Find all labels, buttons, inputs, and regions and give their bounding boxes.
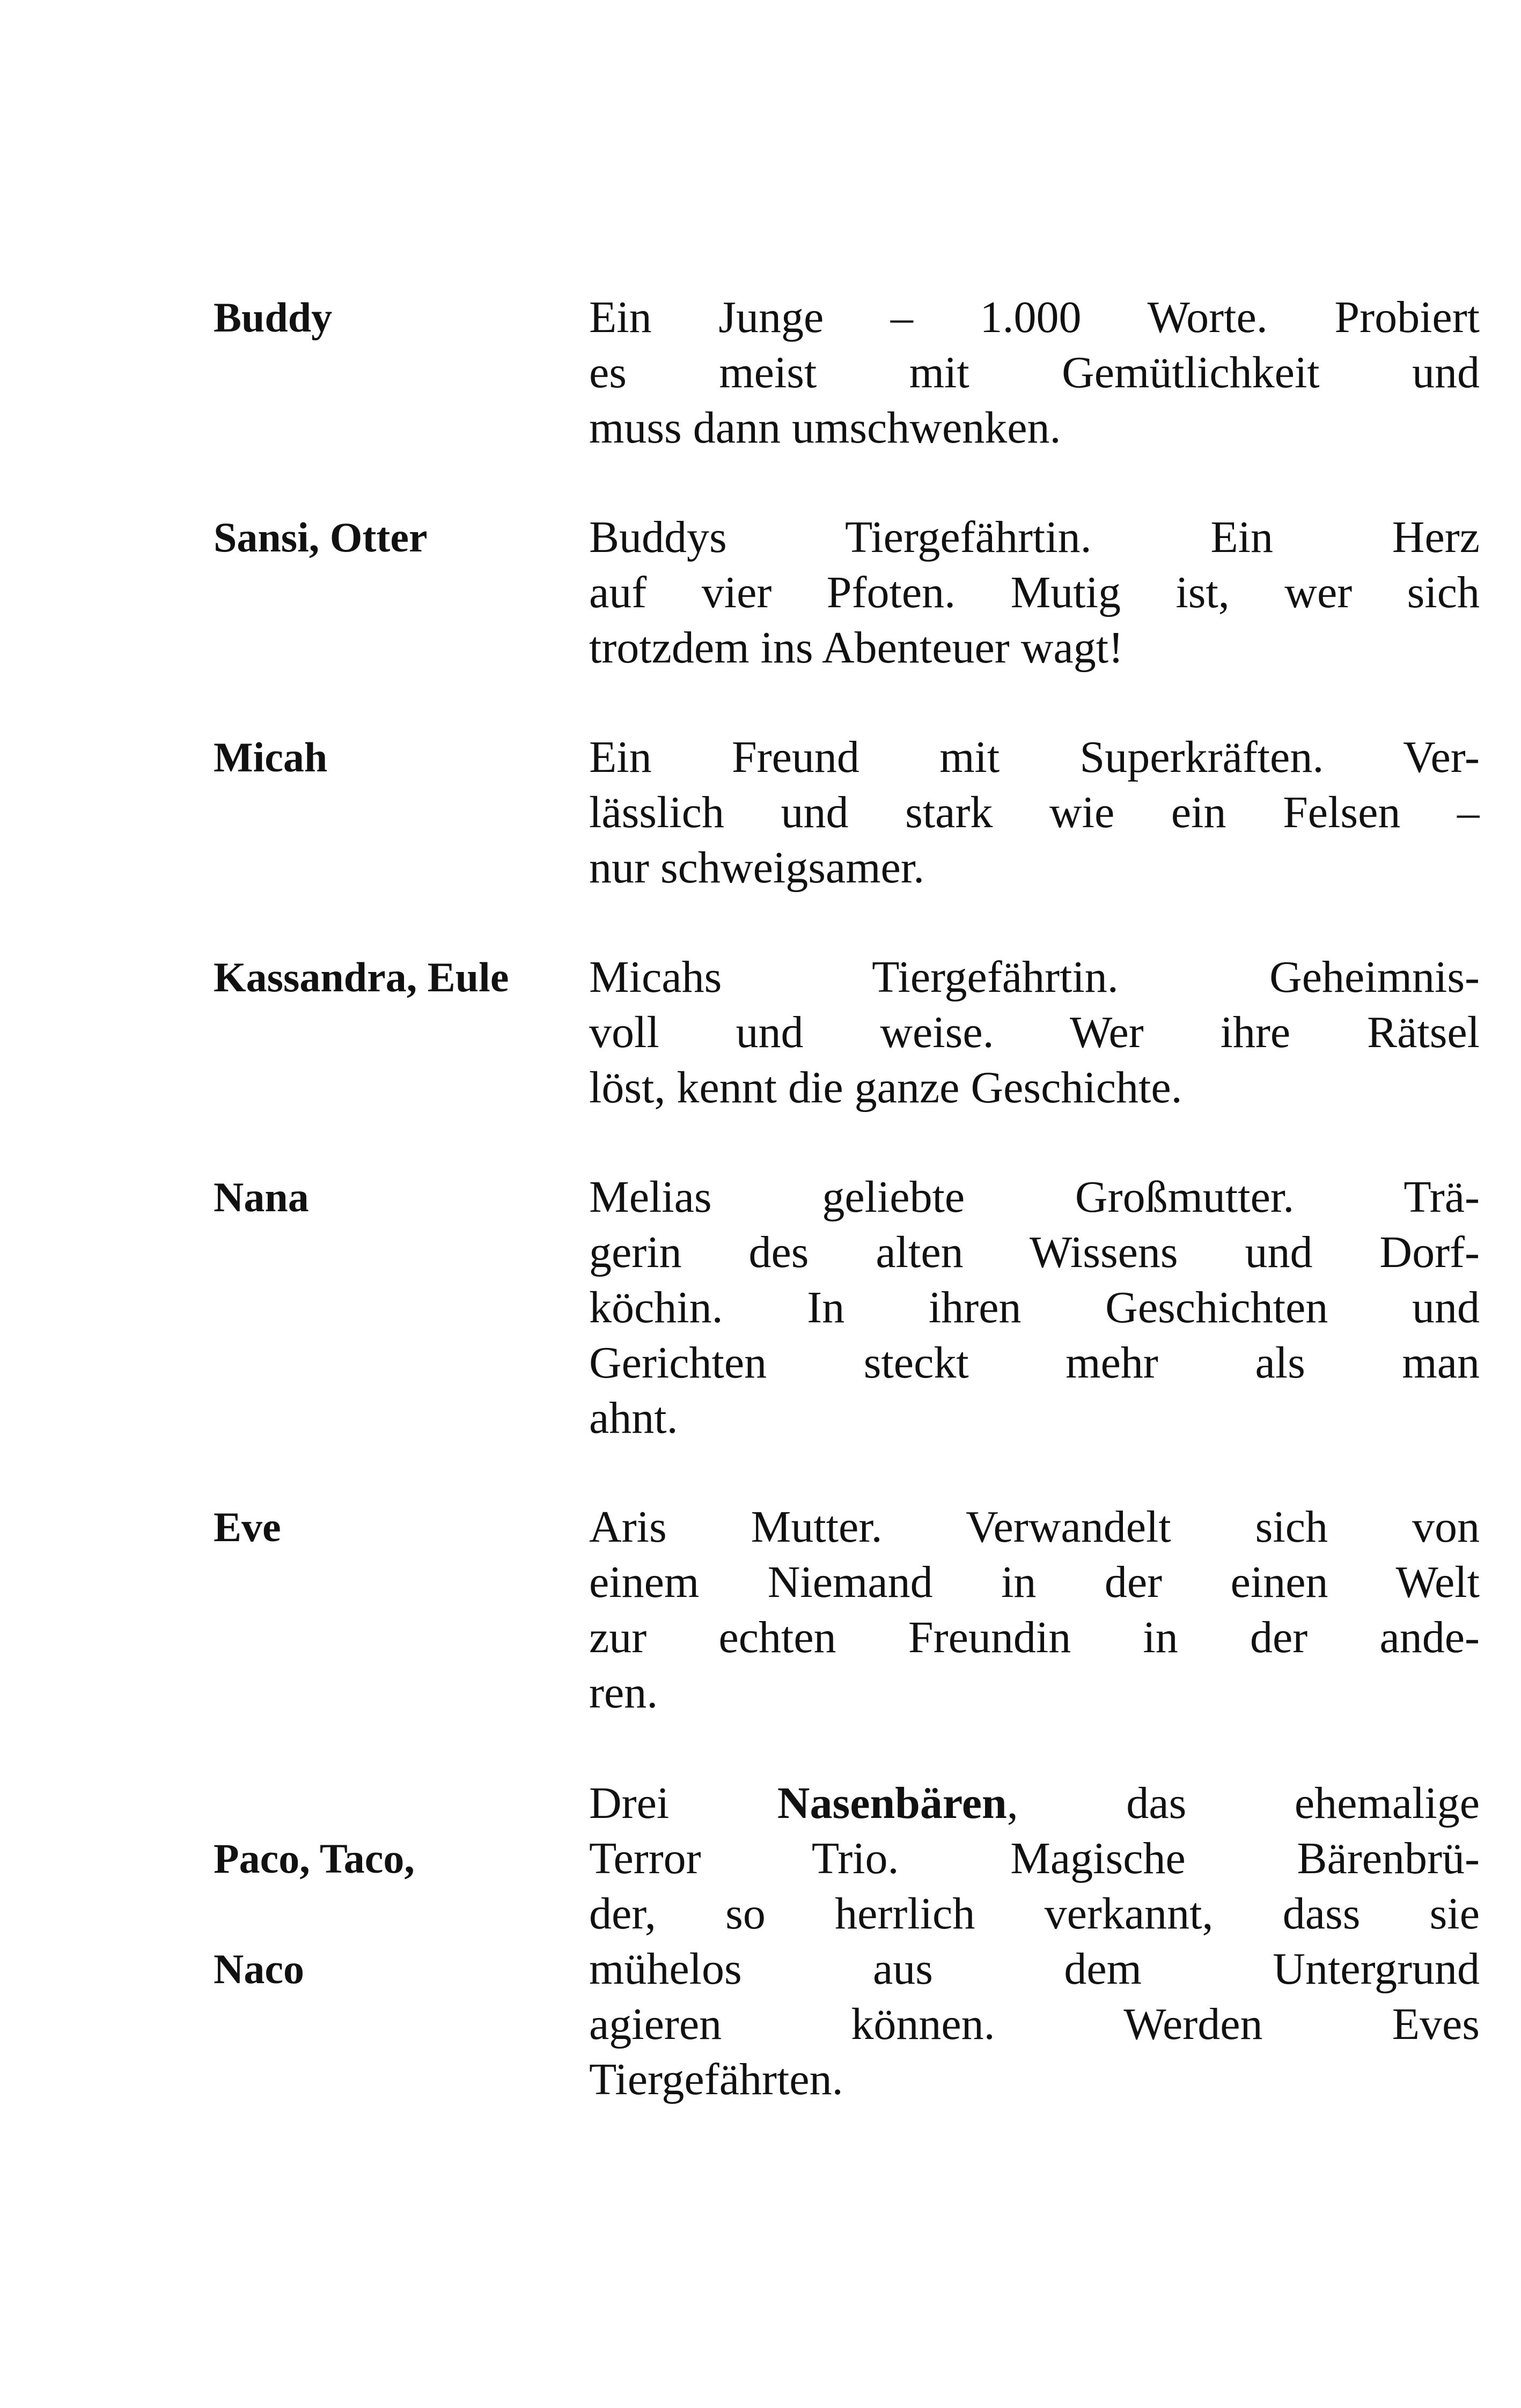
description-line: Gerichten steckt mehr als man (589, 1338, 1480, 1388)
character-name-line: Naco (214, 1946, 304, 1992)
character-name: Kassandra, Eule (214, 954, 509, 1000)
description-line: einem Niemand in der einen Welt (589, 1557, 1480, 1607)
character-name (214, 1776, 578, 2052)
description-line: Ein Freund mit Superkräften. Ver- (589, 732, 1480, 782)
description-text: , das ehemalige (1006, 1778, 1480, 1828)
character-name: Nana (214, 1174, 309, 1220)
description-line: auf vier Pfoten. Mutig ist, wer sich (589, 568, 1480, 617)
description-line: Micahs Tiergefährtin. Geheimnis- (589, 952, 1480, 1002)
description-line: muss dann umschwenken. (589, 403, 1061, 453)
description-line: gerin des alten Wissens und Dorf- (589, 1227, 1480, 1277)
character-description (589, 290, 1480, 455)
character-name: Sansi, Otter (214, 514, 428, 561)
character-description (589, 510, 1480, 675)
description-line: Melias geliebte Großmutter. Trä- (589, 1172, 1480, 1222)
description-line: Aris Mutter. Verwandelt sich von (589, 1502, 1480, 1552)
description-text: Drei (589, 1778, 777, 1828)
highlighted-term: Nasenbären (777, 1778, 1007, 1828)
description-line: Terror Trio. Magische Bärenbrü- (589, 1833, 1480, 1883)
description-line: Buddys Tiergefährtin. Ein Herz (589, 512, 1480, 562)
character-name: Buddy (214, 294, 333, 341)
description-line: köchin. In ihren Geschichten und (589, 1283, 1480, 1332)
character-description (589, 1776, 1480, 2107)
character-description (589, 1499, 1480, 1720)
description-line (589, 1776, 1480, 1831)
description-line: lässlich und stark wie ein Felsen – (589, 787, 1480, 837)
character-name: Micah (214, 734, 328, 780)
description-line: zur echten Freundin in der ande- (589, 1612, 1480, 1662)
character-description (589, 1169, 1480, 1446)
description-line: ren. (589, 1668, 658, 1718)
description-line: ahnt. (589, 1393, 678, 1443)
character-name-line: Paco, Taco, (214, 1835, 415, 1882)
character-description (589, 730, 1480, 895)
description-line: es meist mit Gemütlichkeit und (589, 348, 1480, 397)
character-name: Eve (214, 1504, 281, 1550)
description-line: nur schweigsamer. (589, 843, 925, 893)
description-line: mühelos aus dem Untergrund (589, 1944, 1480, 1994)
description-line: voll und weise. Wer ihre Rätsel (589, 1007, 1480, 1057)
description-line: der, so herrlich verkannt, dass sie (589, 1889, 1480, 1939)
description-line: agieren können. Werden Eves (589, 1999, 1480, 2049)
character-description (589, 949, 1480, 1115)
description-line: löst, kennt die ganze Geschichte. (589, 1063, 1182, 1113)
description-line: Ein Junge – 1.000 Worte. Probiert (589, 292, 1480, 342)
description-line: trotzdem ins Abenteuer wagt! (589, 623, 1124, 673)
description-line: Tiergefährten. (589, 2054, 843, 2104)
